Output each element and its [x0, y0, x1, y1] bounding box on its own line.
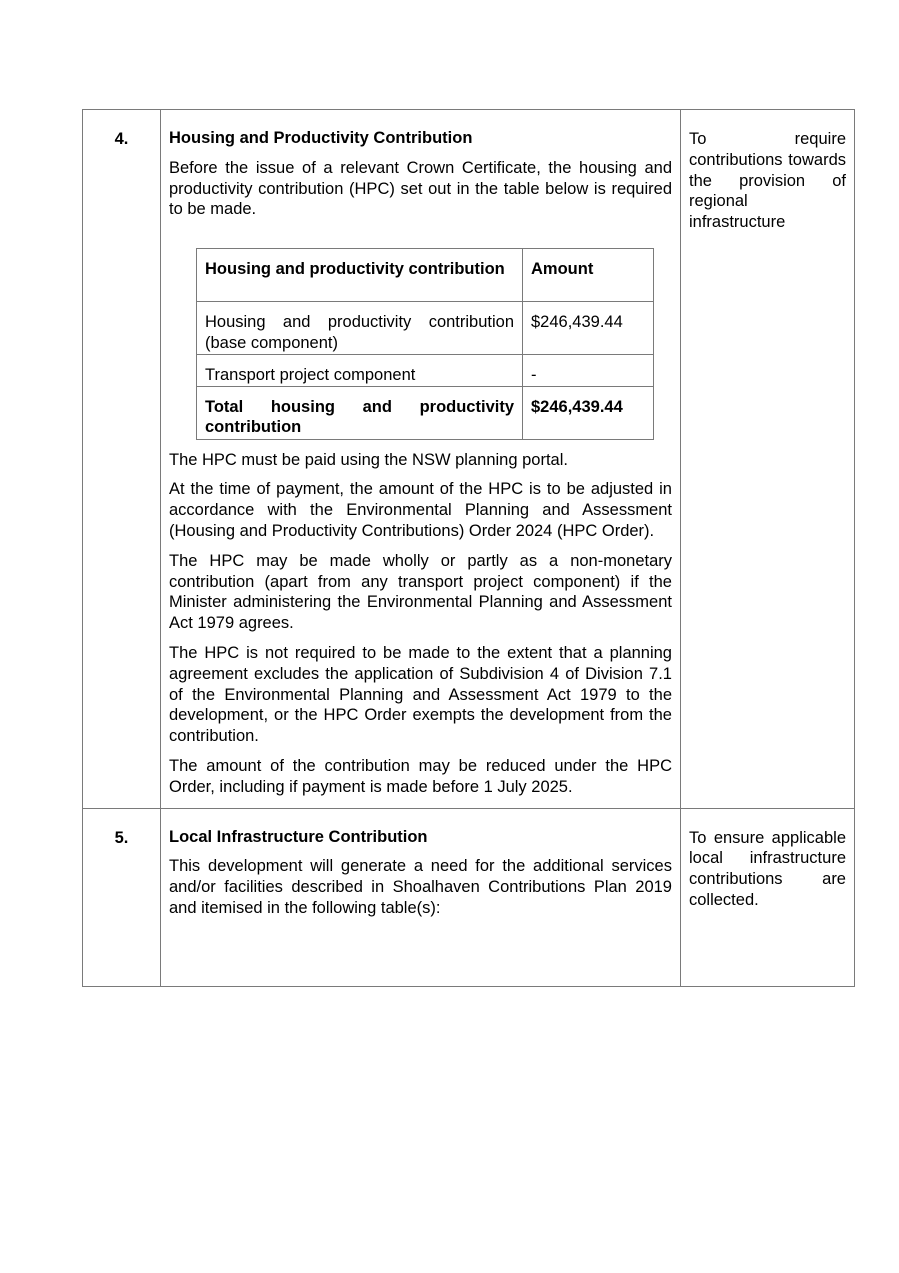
hpc-header-amount: Amount [523, 249, 654, 302]
hpc-row-amount: $246,439.44 [523, 302, 654, 355]
hpc-table-total-row [197, 386, 654, 439]
condition-title: Local Infrastructure Contribution [169, 827, 428, 846]
conditions-table [82, 109, 855, 987]
condition-paragraph: The HPC must be paid using the NSW planning portal. [169, 450, 568, 469]
condition-number: 5. [83, 808, 161, 986]
hpc-table-row [197, 354, 654, 386]
hpc-row-label: Housing and productivity contribution (base component) [197, 302, 523, 355]
condition-title: Housing and Productivity Contribution [169, 129, 473, 147]
condition-body [161, 808, 681, 986]
condition-paragraph: The amount of the contribution may be reduced under the HPC Order, including if payment is made before 1 July 2025. [169, 756, 672, 796]
hpc-row-label: Transport project component [197, 354, 523, 386]
hpc-total-amount: $246,439.44 [523, 386, 654, 439]
hpc-header-contribution: Housing and productivity contribution [197, 249, 523, 302]
condition-body [161, 110, 681, 809]
condition-number: 4. [83, 110, 161, 809]
condition-paragraph: At the time of payment, the amount of the HPC is to be adjusted in accordance with the Environmental Planning and Assessment (Housing and Productivity Contributions) Order 2024 (HPC Order). [169, 480, 672, 540]
condition-intro: Before the issue of a relevant Crown Certificate, the housing and productivity contribution (HPC) set out in the table below is required to be made. [169, 158, 672, 219]
condition-row-4 [83, 110, 855, 809]
condition-row-5 [83, 808, 855, 986]
condition-paragraph: The HPC is not required to be made to the extent that a planning agreement excludes the application of Subdivision 4 of Division 7.1 of the Environmental Planning and Assessment Act 1979 to the development, or the HPC Order exempts the development from the contribution. [169, 643, 672, 746]
hpc-table [196, 248, 654, 439]
hpc-table-row [197, 302, 654, 355]
condition-reason: To require contributions towards the provision of regional infrastructure [681, 110, 855, 809]
condition-paragraph: The HPC may be made wholly or partly as a non-monetary contribution (apart from any transport project component) if the Minister administering the Environmental Planning and Assessment Act 1979 agrees. [169, 551, 672, 633]
hpc-table-header-row [197, 249, 654, 302]
hpc-total-label: Total housing and productivity contribution [197, 386, 523, 439]
condition-intro: This development will generate a need for the additional services and/or facilities described in Shoalhaven Contributions Plan 2019 and itemised in the following table(s): [169, 857, 672, 917]
hpc-row-amount: - [523, 354, 654, 386]
condition-reason: To ensure applicable local infrastructure contributions are collected. [681, 808, 855, 986]
